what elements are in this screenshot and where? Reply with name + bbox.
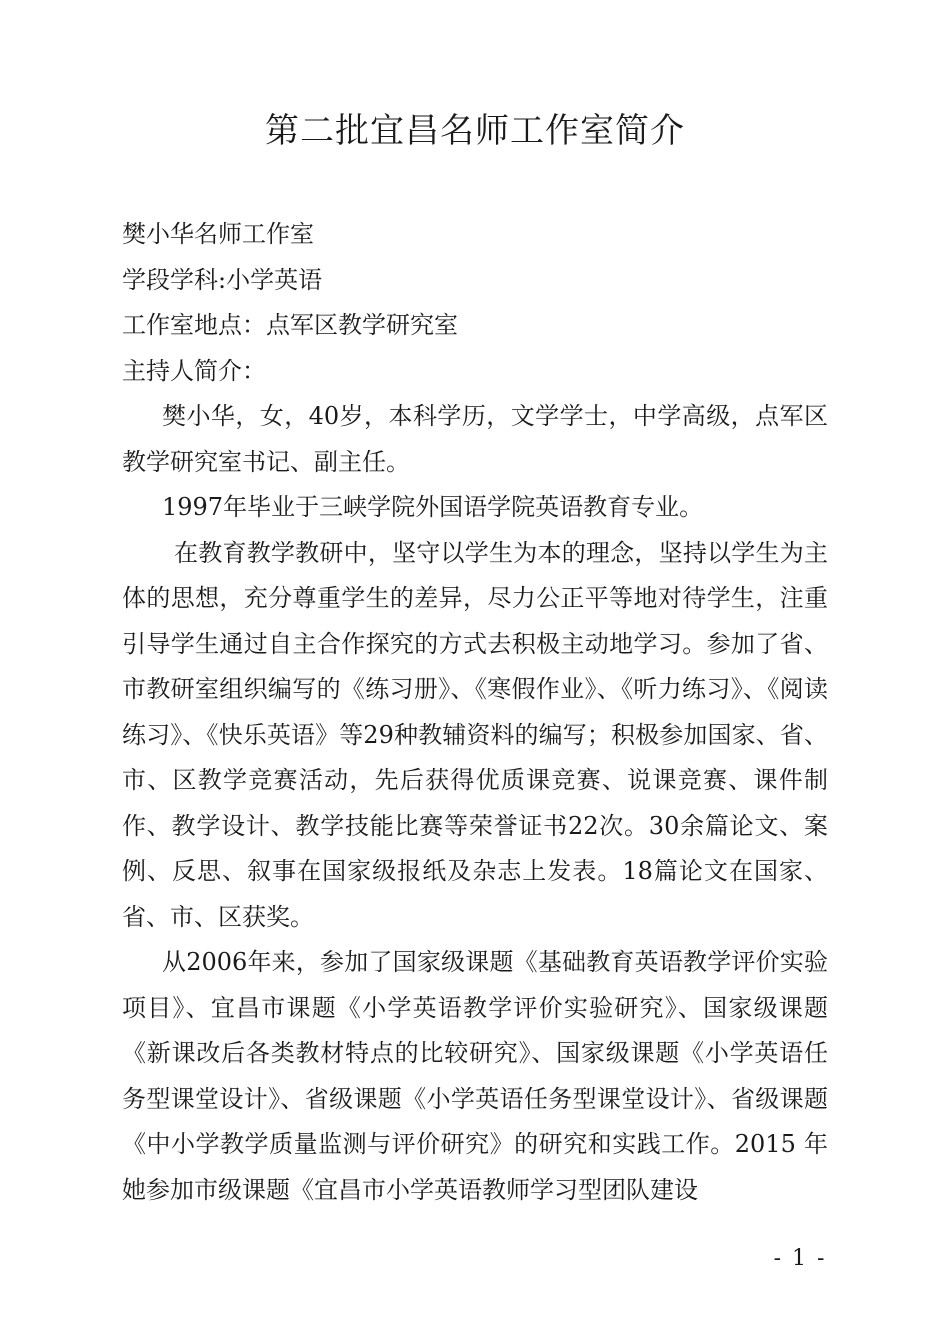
paragraph-research-projects: 从2006年来，参加了国家级课题《基础教育英语教学评价实验项目》、宜昌市课题《小学英语教学评价实验研究》、国家级课题《新课改后各类教材特点的比较研究》、国家级课题《小学英语任务型课堂设计》、省级课题《小学英语任务型课堂设计》、省级课题《中小学教学质量监测与评价研究》的研究和实践工作。2015 年她参加市级课题《宜昌市小学英语教师学习型团队建设 xyxy=(122,948,828,1204)
page-number: - 1 - xyxy=(773,1246,827,1271)
paragraph-education: 1997年毕业于三峡学院外国语学院英语教育专业。 xyxy=(162,493,704,521)
subject-line: 学段学科:小学英语 xyxy=(122,265,323,294)
document-body xyxy=(122,212,828,1213)
paragraph-host-profile: 樊小华，女，40岁，本科学历，文学学士，中学高级，点军区教学研究室书记、副主任。 xyxy=(122,402,828,476)
location-line: 工作室地点：点军区教学研究室 xyxy=(122,311,458,339)
document-title: 第二批宜昌名师工作室简介 xyxy=(265,111,685,151)
studio-name: 樊小华名师工作室 xyxy=(122,220,314,248)
host-intro-heading: 主持人简介： xyxy=(122,356,266,385)
paragraph-teaching-philosophy: 在教育教学教研中，坚守以学生为本的理念，坚持以学生为主体的思想，充分尊重学生的差异，尽力公正平等地对待学生，注重引导学生通过自主合作探究的方式去积极主动地学习。参加了省、市教研室组织编写的《练习册》、《寒假作业》、《听力练习》、《阅读练习》、《快乐英语》等29种教辅资料的编写；积极参加国家、省、市、区教学竞赛活动，先后获得优质课竞赛、说课竞赛、课件制作、教学设计、教学技能比赛等荣誉证书22次。30余篇论文、案例、反思、叙事在国家级报纸及杂志上发表。18篇论文在国家、省、市、区获奖。 xyxy=(122,538,828,931)
